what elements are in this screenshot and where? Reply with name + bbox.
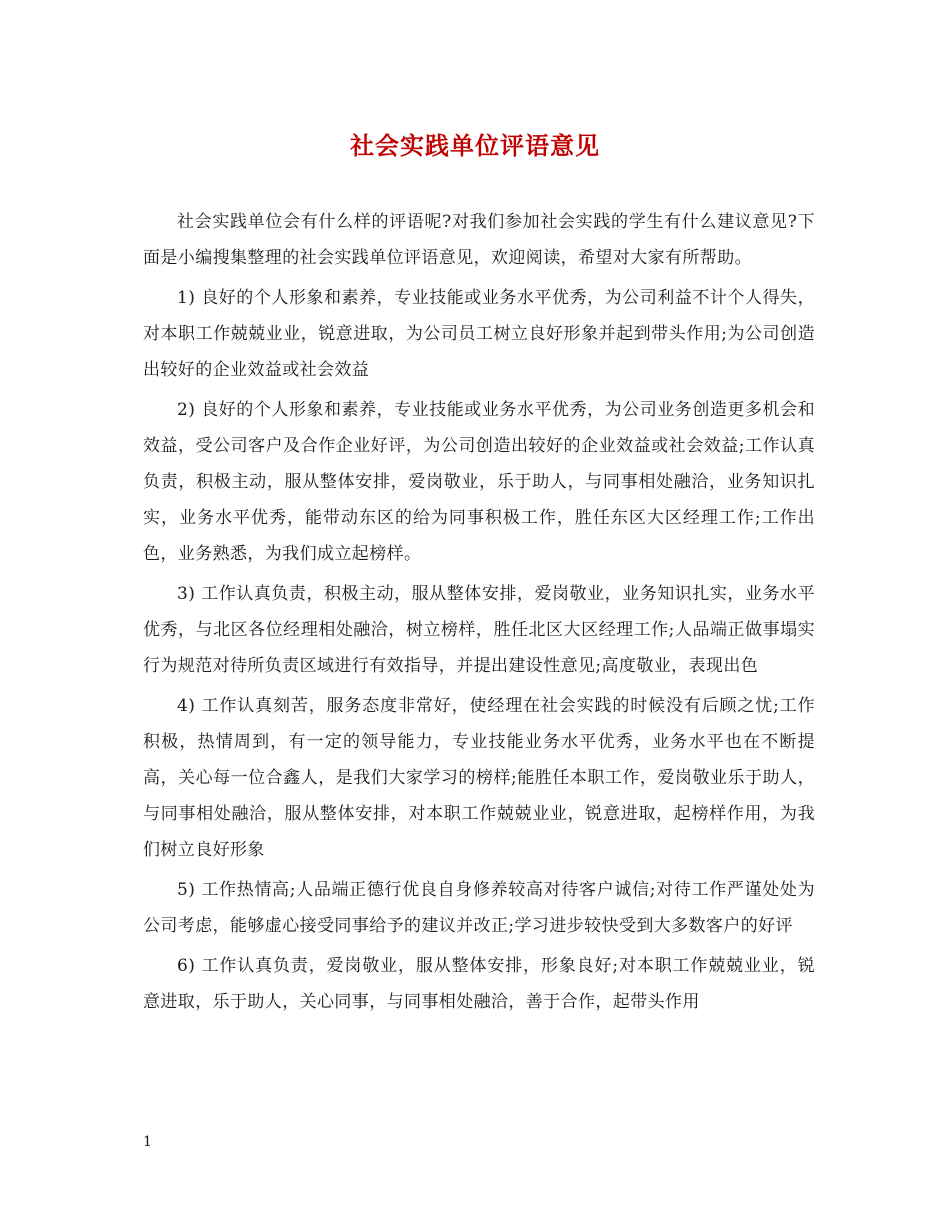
paragraph-item-6: 6) 工作认真负责，爱岗敬业，服从整体安排，形象良好;对本职工作兢兢业业，锐意进取，乐于助人，关心同事，与同事相处融洽，善于合作，起带头作用 [143, 956, 815, 1012]
paragraph-item-1: 1) 良好的个人形象和素养，专业技能或业务水平优秀，为公司利益不计个人得失，对本职工作兢兢业业，锐意进取，为公司员工树立良好形象并起到带头作用;为公司创造出较好的企业效益或社会效益 [143, 288, 815, 380]
document-body [143, 204, 815, 1024]
page-number: 1 [143, 1134, 152, 1150]
paragraph-item-5: 5) 工作热情高;人品端正德行优良自身修养较高对待客户诚信;对待工作严谨处处为公司考虑，能够虚心接受同事给予的建议并改正;学习进步较快受到大多数客户的好评 [143, 880, 815, 936]
paragraph-item-3: 3) 工作认真负责，积极主动，服从整体安排，爱岗敬业，业务知识扎实，业务水平优秀，与北区各位经理相处融洽，树立榜样，胜任北区大区经理工作;人品端正做事塌实行为规范对待所负责区域进行有效指导，并提出建设性意见;高度敬业，表现出色 [143, 584, 815, 676]
paragraph-item-4: 4) 工作认真刻苦，服务态度非常好，使经理在社会实践的时候没有后顾之忧;工作积极，热情周到，有一定的领导能力，专业技能业务水平优秀，业务水平也在不断提高，关心每一位合鑫人，是我们大家学习的榜样;能胜任本职工作，爱岗敬业乐于助人，与同事相处融洽，服从整体安排，对本职工作兢兢业业，锐意进取，起榜样作用，为我们树立良好形象 [143, 696, 815, 860]
paragraph-item-2: 2) 良好的个人形象和素养，专业技能或业务水平优秀，为公司业务创造更多机会和效益，受公司客户及合作企业好评，为公司创造出较好的企业效益或社会效益;工作认真负责，积极主动，服从整体安排，爱岗敬业，乐于助人，与同事相处融洽，业务知识扎实，业务水平优秀，能带动东区的给为同事积极工作，胜任东区大区经理工作;工作出色，业务熟悉，为我们成立起榜样。 [143, 400, 815, 564]
document-title: 社会实践单位评语意见 [350, 131, 600, 160]
paragraph-intro: 社会实践单位会有什么样的评语呢?对我们参加社会实践的学生有什么建议意见?下面是小编搜集整理的社会实践单位评语意见，欢迎阅读，希望对大家有所帮助。 [143, 212, 815, 268]
